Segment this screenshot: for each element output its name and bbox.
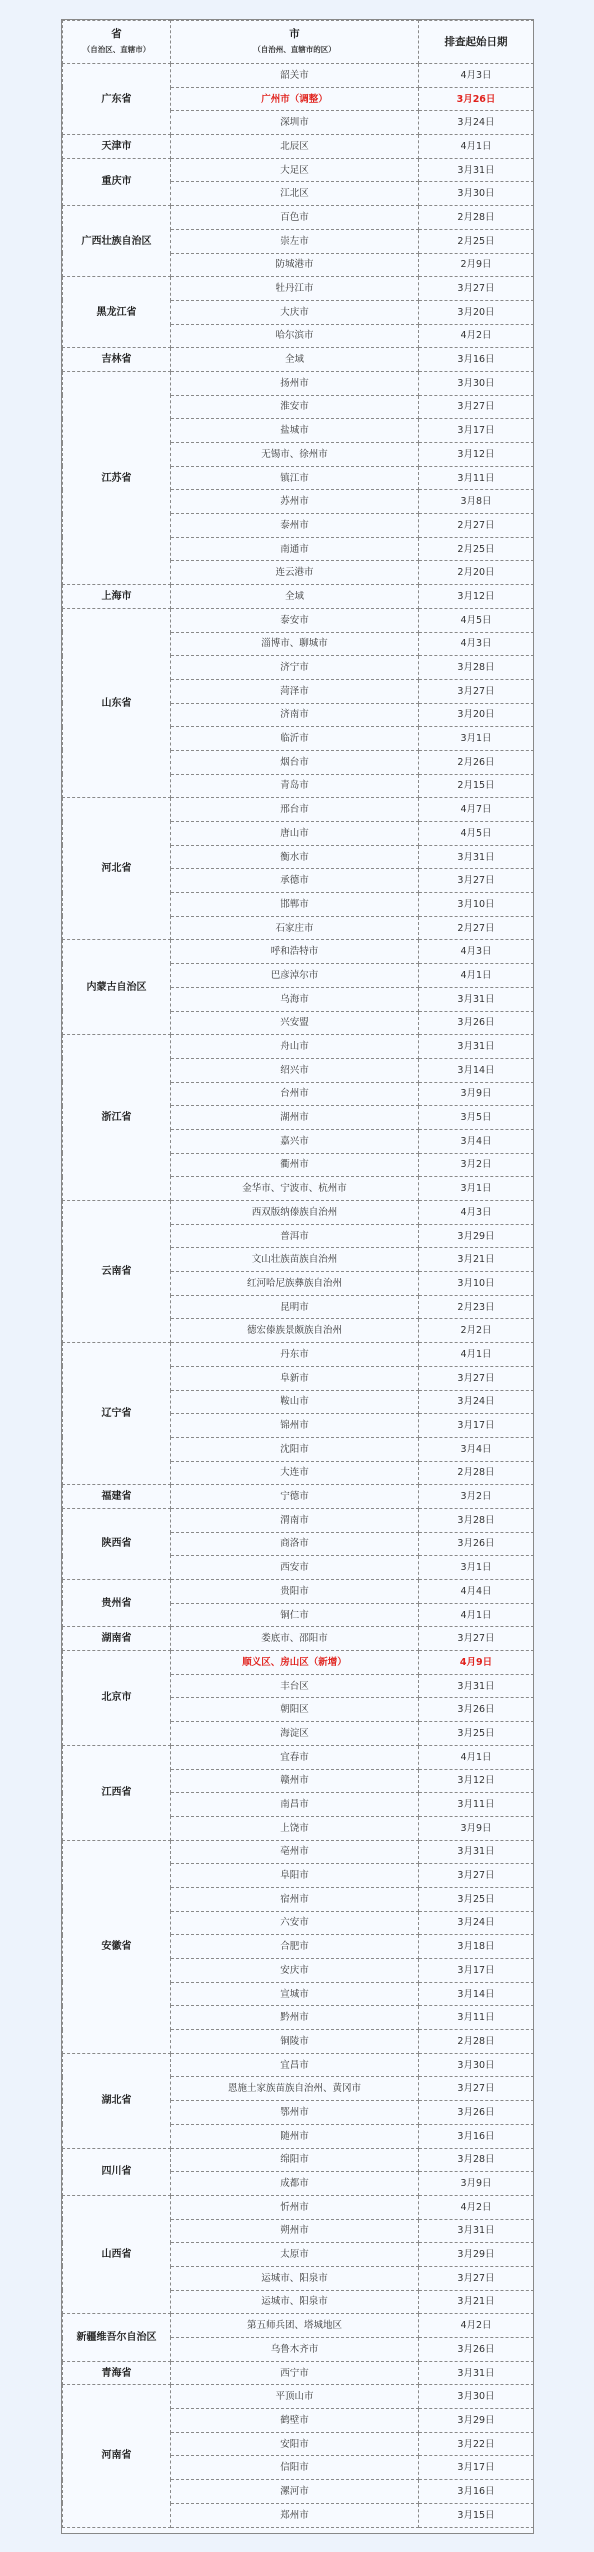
city-cell: 南昌市 [171,1793,419,1817]
city-cell: 宜昌市 [171,2053,419,2077]
city-cell: 贵阳市 [171,1580,419,1604]
date-cell: 4月5日 [419,608,534,632]
city-cell: 烟台市 [171,750,419,774]
city-cell: 漯河市 [171,2480,419,2504]
table-row [63,2385,534,2409]
city-cell: 赣州市 [171,1769,419,1793]
date-cell: 3月9日 [419,2172,534,2196]
city-cell: 阜阳市 [171,1864,419,1888]
city-cell: 亳州市 [171,1840,419,1864]
city-cell: 镇江市 [171,466,419,490]
city-cell: 崇左市 [171,229,419,253]
date-cell: 3月27日 [419,395,534,419]
date-cell: 4月2日 [419,324,534,348]
date-cell: 4月7日 [419,798,534,822]
table-row [63,277,534,301]
date-cell: 3月29日 [419,1224,534,1248]
date-cell: 2月25日 [419,537,534,561]
city-cell: 宁德市 [171,1485,419,1509]
city-cell: 百色市 [171,206,419,230]
date-cell: 3月11日 [419,1793,534,1817]
date-cell: 3月31日 [419,987,534,1011]
date-cell: 3月16日 [419,2124,534,2148]
header-city [171,21,419,64]
date-cell: 3月26日 [419,1011,534,1035]
city-cell: 忻州市 [171,2195,419,2219]
city-cell: 牡丹江市 [171,277,419,301]
date-cell: 3月2日 [419,1485,534,1509]
date-cell: 2月27日 [419,916,534,940]
city-cell: 青岛市 [171,774,419,798]
city-cell: 江北区 [171,182,419,206]
city-cell: 运城市、阳泉市 [171,2290,419,2314]
date-cell: 3月12日 [419,585,534,609]
date-cell: 3月29日 [419,2409,534,2433]
schedule-table-panel [61,19,534,2534]
province-cell: 内蒙古自治区 [63,940,171,1035]
province-cell: 新疆维吾尔自治区 [63,2314,171,2361]
city-cell: 全域 [171,348,419,372]
date-cell: 3月8日 [419,490,534,514]
date-cell: 4月1日 [419,135,534,159]
province-cell: 云南省 [63,1201,171,1343]
city-cell: 舟山市 [171,1035,419,1059]
table-row [63,1343,534,1367]
header-province [63,21,171,64]
city-cell: 宜春市 [171,1745,419,1769]
date-cell: 3月26日 [419,2338,534,2362]
date-cell: 3月21日 [419,1248,534,1272]
city-cell: 扬州市 [171,371,419,395]
date-cell: 3月1日 [419,727,534,751]
date-cell: 2月23日 [419,1295,534,1319]
city-cell: 绍兴市 [171,1058,419,1082]
date-cell: 3月31日 [419,1674,534,1698]
city-cell: 安阳市 [171,2432,419,2456]
city-cell: 台州市 [171,1082,419,1106]
city-cell: 安庆市 [171,1959,419,1983]
date-cell: 4月9日 [419,1651,534,1675]
city-cell: 嘉兴市 [171,1129,419,1153]
date-cell: 3月20日 [419,703,534,727]
city-cell: 邯郸市 [171,893,419,917]
city-cell: 信阳市 [171,2456,419,2480]
province-cell: 广东省 [63,64,171,135]
city-cell: 菏泽市 [171,679,419,703]
date-cell: 3月30日 [419,182,534,206]
province-cell: 江苏省 [63,371,171,584]
date-cell: 3月15日 [419,2503,534,2527]
city-cell: 盐城市 [171,419,419,443]
province-cell: 湖南省 [63,1627,171,1651]
date-cell: 3月14日 [419,1058,534,1082]
city-cell: 鹤壁市 [171,2409,419,2433]
date-cell: 3月26日 [419,1532,534,1556]
city-cell: 苏州市 [171,490,419,514]
date-cell: 3月4日 [419,1129,534,1153]
date-cell: 3月16日 [419,348,534,372]
city-cell: 淮安市 [171,395,419,419]
date-cell: 3月9日 [419,1082,534,1106]
city-cell: 宿州市 [171,1887,419,1911]
city-cell: 阜新市 [171,1366,419,1390]
table-row [63,1201,534,1225]
date-cell: 3月31日 [419,2219,534,2243]
province-cell: 湖北省 [63,2053,171,2148]
city-cell: 渭南市 [171,1508,419,1532]
date-cell: 3月1日 [419,1556,534,1580]
city-cell: 商洛市 [171,1532,419,1556]
province-cell: 广西壮族自治区 [63,206,171,277]
city-cell: 济南市 [171,703,419,727]
date-cell: 4月3日 [419,632,534,656]
date-cell: 4月1日 [419,964,534,988]
city-cell: 承德市 [171,869,419,893]
table-row [63,1485,534,1509]
date-cell: 3月27日 [419,1627,534,1651]
province-cell: 吉林省 [63,348,171,372]
city-cell: 西宁市 [171,2361,419,2385]
header-city-sublabel: （自治州、直辖市的区） [253,45,336,54]
date-cell: 2月28日 [419,206,534,230]
city-cell: 衡水市 [171,845,419,869]
city-cell: 铜陵市 [171,2030,419,2054]
date-cell: 3月31日 [419,1035,534,1059]
date-cell: 3月31日 [419,845,534,869]
city-cell: 铜仁市 [171,1603,419,1627]
date-cell: 3月17日 [419,419,534,443]
date-cell: 3月26日 [419,2101,534,2125]
date-cell: 3月10日 [419,1272,534,1296]
date-cell: 3月16日 [419,2480,534,2504]
date-cell: 2月20日 [419,561,534,585]
date-cell: 2月9日 [419,253,534,277]
table-body [63,64,534,2528]
city-cell: 大庆市 [171,300,419,324]
province-cell: 四川省 [63,2148,171,2195]
province-cell: 福建省 [63,1485,171,1509]
city-cell: 乌鲁木齐市 [171,2338,419,2362]
date-cell: 2月27日 [419,514,534,538]
date-cell: 2月28日 [419,2030,534,2054]
city-cell: 兴安盟 [171,1011,419,1035]
date-cell: 3月27日 [419,679,534,703]
city-cell: 娄底市、邵阳市 [171,1627,419,1651]
date-cell: 4月1日 [419,1343,534,1367]
city-cell: 大连市 [171,1461,419,1485]
city-cell: 唐山市 [171,822,419,846]
city-cell: 韶关市 [171,64,419,88]
table-row [63,1508,534,1532]
province-cell: 贵州省 [63,1580,171,1627]
table-row [63,348,534,372]
province-cell: 上海市 [63,585,171,609]
city-cell: 临沂市 [171,727,419,751]
city-cell: 太原市 [171,2243,419,2267]
date-cell: 3月25日 [419,1722,534,1746]
city-cell: 西安市 [171,1556,419,1580]
table-row [63,585,534,609]
city-cell: 合肥市 [171,1935,419,1959]
date-cell: 4月2日 [419,2195,534,2219]
date-cell: 3月14日 [419,1982,534,2006]
table-row [63,798,534,822]
date-cell: 4月3日 [419,64,534,88]
city-cell: 泰州市 [171,514,419,538]
city-cell: 恩施土家族苗族自治州、黄冈市 [171,2077,419,2101]
city-cell: 宣城市 [171,1982,419,2006]
city-cell: 金华市、宁波市、杭州市 [171,1177,419,1201]
city-cell: 呼和浩特市 [171,940,419,964]
city-cell: 上饶市 [171,1816,419,1840]
province-cell: 黑龙江省 [63,277,171,348]
province-cell: 河南省 [63,2385,171,2527]
header-start-date [419,21,534,64]
city-cell: 南通市 [171,537,419,561]
date-cell: 3月28日 [419,656,534,680]
city-cell: 平顶山市 [171,2385,419,2409]
table-row [63,1651,534,1675]
date-cell: 3月17日 [419,1414,534,1438]
table-row [63,158,534,182]
date-cell: 3月11日 [419,466,534,490]
date-cell: 3月9日 [419,1816,534,1840]
date-cell: 3月10日 [419,893,534,917]
city-cell: 顺义区、房山区（新增） [171,1651,419,1675]
city-cell: 哈尔滨市 [171,324,419,348]
province-cell: 北京市 [63,1651,171,1746]
date-cell: 3月26日 [419,87,534,111]
table-row [63,371,534,395]
province-cell: 辽宁省 [63,1343,171,1485]
date-cell: 3月27日 [419,277,534,301]
table-row [63,2361,534,2385]
city-cell: 防城港市 [171,253,419,277]
date-cell: 3月17日 [419,1959,534,1983]
province-cell: 江西省 [63,1745,171,1840]
city-cell: 邢台市 [171,798,419,822]
date-cell: 3月18日 [419,1935,534,1959]
date-cell: 4月2日 [419,2314,534,2338]
city-cell: 海淀区 [171,1722,419,1746]
header-province-sublabel: （自治区、直辖市） [82,45,151,54]
city-cell: 锦州市 [171,1414,419,1438]
date-cell: 3月27日 [419,2266,534,2290]
date-cell: 3月21日 [419,2290,534,2314]
city-cell: 运城市、阳泉市 [171,2266,419,2290]
table-row [63,1840,534,1864]
city-cell: 六安市 [171,1911,419,1935]
date-cell: 3月4日 [419,1437,534,1461]
city-cell: 丹东市 [171,1343,419,1367]
date-cell: 3月29日 [419,2243,534,2267]
city-cell: 丰台区 [171,1674,419,1698]
city-cell: 鄂州市 [171,2101,419,2125]
table-row [63,64,534,88]
date-cell: 3月17日 [419,2456,534,2480]
header-start-date-label: 排查起始日期 [444,35,508,48]
date-cell: 3月30日 [419,371,534,395]
date-cell: 4月1日 [419,1745,534,1769]
date-cell: 3月24日 [419,1911,534,1935]
city-cell: 绵阳市 [171,2148,419,2172]
city-cell: 巴彦淖尔市 [171,964,419,988]
date-cell: 3月12日 [419,1769,534,1793]
table-row [63,608,534,632]
city-cell: 沈阳市 [171,1437,419,1461]
city-cell: 红河哈尼族彝族自治州 [171,1272,419,1296]
date-cell: 2月2日 [419,1319,534,1343]
date-cell: 3月1日 [419,1177,534,1201]
city-cell: 泰安市 [171,608,419,632]
date-cell: 4月5日 [419,822,534,846]
date-cell: 3月24日 [419,1390,534,1414]
table-row [63,1627,534,1651]
date-cell: 3月30日 [419,2385,534,2409]
date-cell: 3月27日 [419,1864,534,1888]
table-row [63,2195,534,2219]
date-cell: 3月26日 [419,1698,534,1722]
city-cell: 无锡市、徐州市 [171,443,419,467]
date-cell: 3月2日 [419,1153,534,1177]
city-cell: 昆明市 [171,1295,419,1319]
date-cell: 3月22日 [419,2432,534,2456]
city-cell: 德宏傣族景颇族自治州 [171,1319,419,1343]
city-cell: 朔州市 [171,2219,419,2243]
date-cell: 2月25日 [419,229,534,253]
table-row [63,1745,534,1769]
date-cell: 3月27日 [419,2077,534,2101]
city-cell: 鞍山市 [171,1390,419,1414]
date-cell: 4月1日 [419,1603,534,1627]
city-cell: 全域 [171,585,419,609]
city-cell: 广州市（调整） [171,87,419,111]
province-cell: 河北省 [63,798,171,940]
city-cell: 普洱市 [171,1224,419,1248]
table-row [63,206,534,230]
city-cell: 随州市 [171,2124,419,2148]
table-header-row [63,21,534,64]
date-cell: 3月12日 [419,443,534,467]
city-cell: 衢州市 [171,1153,419,1177]
date-cell: 3月25日 [419,1887,534,1911]
table-row [63,135,534,159]
province-cell: 重庆市 [63,158,171,205]
table-row [63,1580,534,1604]
date-cell: 3月31日 [419,1840,534,1864]
date-cell: 2月15日 [419,774,534,798]
date-cell: 3月11日 [419,2006,534,2030]
city-cell: 连云港市 [171,561,419,585]
header-city-label: 市 [289,28,300,40]
city-cell: 石家庄市 [171,916,419,940]
table-row [63,1035,534,1059]
city-cell: 深圳市 [171,111,419,135]
table-row [63,2053,534,2077]
date-cell: 3月5日 [419,1106,534,1130]
date-cell: 4月3日 [419,940,534,964]
table-row [63,2148,534,2172]
date-cell: 3月30日 [419,2053,534,2077]
city-cell: 北辰区 [171,135,419,159]
date-cell: 4月4日 [419,1580,534,1604]
date-cell: 3月28日 [419,2148,534,2172]
table-row [63,940,534,964]
date-cell: 2月28日 [419,1461,534,1485]
city-cell: 淄博市、聊城市 [171,632,419,656]
province-cell: 青海省 [63,2361,171,2385]
date-cell: 3月31日 [419,158,534,182]
date-cell: 2月26日 [419,750,534,774]
city-cell: 黔州市 [171,2006,419,2030]
city-cell: 成都市 [171,2172,419,2196]
city-cell: 济宁市 [171,656,419,680]
city-cell: 文山壮族苗族自治州 [171,1248,419,1272]
city-cell: 湖州市 [171,1106,419,1130]
city-cell: 第五师兵团、塔城地区 [171,2314,419,2338]
table-row [63,2314,534,2338]
province-cell: 浙江省 [63,1035,171,1201]
city-cell: 郑州市 [171,2503,419,2527]
province-cell: 山东省 [63,608,171,798]
date-cell: 3月28日 [419,1508,534,1532]
date-cell: 3月27日 [419,1366,534,1390]
province-cell: 安徽省 [63,1840,171,2053]
province-cell: 山西省 [63,2195,171,2313]
city-cell: 西双版纳傣族自治州 [171,1201,419,1225]
screening-schedule-table [62,20,534,2528]
date-cell: 3月31日 [419,2361,534,2385]
city-cell: 乌海市 [171,987,419,1011]
city-cell: 大足区 [171,158,419,182]
city-cell: 朝阳区 [171,1698,419,1722]
province-cell: 天津市 [63,135,171,159]
date-cell: 4月3日 [419,1201,534,1225]
date-cell: 3月24日 [419,111,534,135]
header-province-label: 省 [111,28,122,40]
province-cell: 陕西省 [63,1508,171,1579]
date-cell: 3月27日 [419,869,534,893]
date-cell: 3月20日 [419,300,534,324]
